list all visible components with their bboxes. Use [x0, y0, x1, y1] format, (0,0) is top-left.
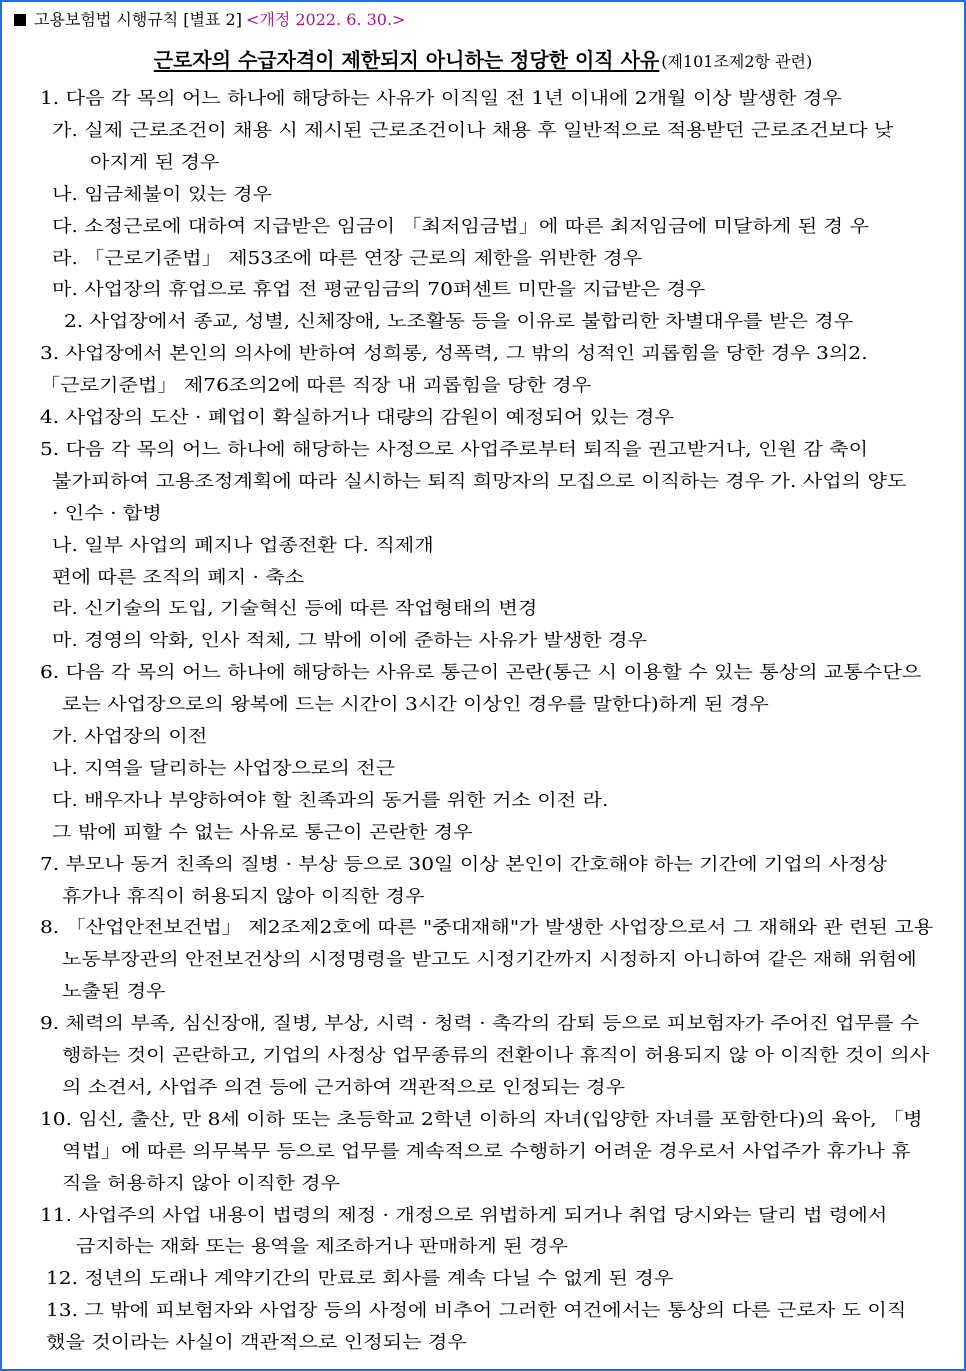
revision-date: <개정 2022. 6. 30.> — [245, 10, 406, 29]
text-line: 다. 배우자나 부양하여야 할 친족과의 동거를 위한 거소 이전 라. — [52, 790, 609, 811]
text-line: 5. 다음 각 목의 어느 하나에 해당하는 사정으로 사업주로부터 퇴직을 권고받거나, 인원 감 축이 — [40, 439, 869, 460]
text-line: 노출된 경우 — [62, 982, 166, 1003]
text-line: 가. 실제 근로조건이 채용 시 제시된 근로조건이나 채용 후 일반적으로 적용받던 근로조건보다 낮 — [52, 120, 894, 141]
text-line: 6. 다음 각 목의 어느 하나에 해당하는 사유로 통근이 곤란(통근 시 이용할 수 있는 통상의 교통수단으 — [40, 663, 922, 684]
text-line: 아지게 된 경우 — [90, 152, 220, 173]
text-line: 금지하는 재화 또는 용역을 제조하거나 판매하게 된 경우 — [76, 1237, 568, 1258]
text-line: 11. 사업주의 사업 내용이 법령의 제정 · 개정으로 위법하게 되거나 취업 당시와는 달리 법 령에서 — [40, 1205, 888, 1226]
text-line: 휴가나 휴직이 허용되지 않아 이직한 경우 — [62, 886, 425, 907]
text-line: 나. 임금체불이 있는 경우 — [52, 184, 273, 205]
title-main: 근로자의 수급자격이 제한되지 아니하는 정당한 이직 사유 — [153, 48, 660, 72]
square-bullet-icon — [14, 14, 26, 26]
text-line: 1. 다음 각 목의 어느 하나에 해당하는 사유가 이직일 전 1년 이내에 2개월 이상 발생한 경우 — [40, 89, 842, 109]
text-line: 2. 사업장에서 종교, 성별, 신체장애, 노조활동 등을 이유로 불합리한 차별대우를 받은 경우 — [64, 312, 854, 333]
text-line: 나. 일부 사업의 폐지나 업종전환 다. 직제개 — [52, 535, 434, 556]
text-line: 편에 따른 조직의 폐지 · 축소 — [52, 567, 305, 588]
document-title — [0, 44, 966, 76]
text-line: 라. 신기술의 도입, 기술혁신 등에 따른 작업형태의 변경 — [52, 599, 538, 620]
text-line: 역법」에 따른 의무복무 등으로 업무를 계속적으로 수행하기 어려운 경우로서 사업주가 휴가나 휴 — [62, 1141, 911, 1162]
text-line: 13. 그 밖에 피보험자와 사업장 등의 사정에 비추어 그러한 여건에서는 통상의 다른 근로자 도 이직 — [46, 1301, 907, 1322]
text-line: 4. 사업장의 도산 · 폐업이 확실하거나 대량의 감원이 예정되어 있는 경우 — [40, 408, 674, 428]
text-line: 7. 부모나 동거 친족의 질병 · 부상 등으로 30일 이상 본인이 간호해야 하는 기간에 기업의 사정상 — [40, 854, 888, 875]
text-line: 행하는 것이 곤란하고, 기업의 사정상 업무종류의 전환이나 휴직이 허용되지 않 아 이직한 것이 의사 — [62, 1046, 930, 1066]
title-reference: (제101조제2항 관련) — [661, 52, 813, 71]
text-line: 노동부장관의 안전보건상의 시정명령을 받고도 시정기간까지 시정하지 아니하여 같은 재해 위험에 — [62, 950, 917, 971]
text-line: 3. 사업장에서 본인의 의사에 반하여 성희롱, 성폭력, 그 밖의 성적인 괴롭힘을 당한 경우 3의2. — [40, 344, 868, 365]
text-line: 다. 소정근로에 대하여 지급받은 임금이 「최저임금법」에 따른 최저임금에 미달하게 된 경 우 — [52, 216, 869, 237]
text-line: 마. 경영의 악화, 인사 적체, 그 밖에 이에 준하는 사유가 발생한 경우 — [52, 631, 648, 652]
text-line: 8. 「산업안전보건법」 제2조제2호에 따른 "중대재해"가 발생한 사업장으로서 그 재해와 관 련된 고용 — [40, 918, 934, 939]
text-line: 9. 체력의 부족, 심신장애, 질병, 부상, 시력 · 청력 · 촉각의 감퇴 등으로 피보험자가 주어진 업무를 수 — [40, 1014, 920, 1035]
text-line: 불가피하여 고용조정계획에 따라 실시하는 퇴직 희망자의 모집으로 이직하는 경우 가. 사업의 양도 — [52, 471, 907, 492]
text-line: 의 소견서, 사업주 의견 등에 근거하여 객관적으로 인정되는 경우 — [62, 1077, 626, 1098]
text-line: 그 밖에 피할 수 없는 사유로 통근이 곤란한 경우 — [52, 822, 473, 843]
text-line: 10. 임신, 출산, 만 8세 이하 또는 초등학교 2학년 이하의 자녀(입양한 자녀를 포함한다)의 육아, 「병 — [40, 1109, 923, 1130]
text-line: 했을 것이라는 사실이 객관적으로 인정되는 경우 — [46, 1333, 467, 1354]
law-title: 고용보험법 시행규칙 [별표 2] — [34, 10, 242, 29]
text-line: 직을 허용하지 않아 이직한 경우 — [62, 1173, 341, 1194]
text-line: 나. 지역을 달리하는 사업장으로의 전근 — [52, 758, 396, 779]
text-line: 마. 사업장의 휴업으로 휴업 전 평균임금의 70퍼센트 미만을 지급받은 경우 — [52, 280, 706, 301]
text-line: · 인수 · 합병 — [52, 503, 162, 524]
document-header — [14, 8, 405, 32]
text-line: 라. 「근로기준법」 제53조에 따른 연장 근로의 제한을 위반한 경우 — [52, 248, 643, 269]
text-line: 가. 사업장의 이전 — [52, 727, 208, 747]
text-line: 「근로기준법」 제76조의2에 따른 직장 내 괴롭힘을 당한 경우 — [40, 376, 592, 397]
text-line: 로는 사업장으로의 왕복에 드는 시간이 3시간 이상인 경우를 말한다)하게 된 경우 — [62, 695, 769, 716]
text-line: 12. 정년의 도래나 계약기간의 만료로 회사를 계속 다닐 수 없게 된 경우 — [46, 1269, 674, 1290]
